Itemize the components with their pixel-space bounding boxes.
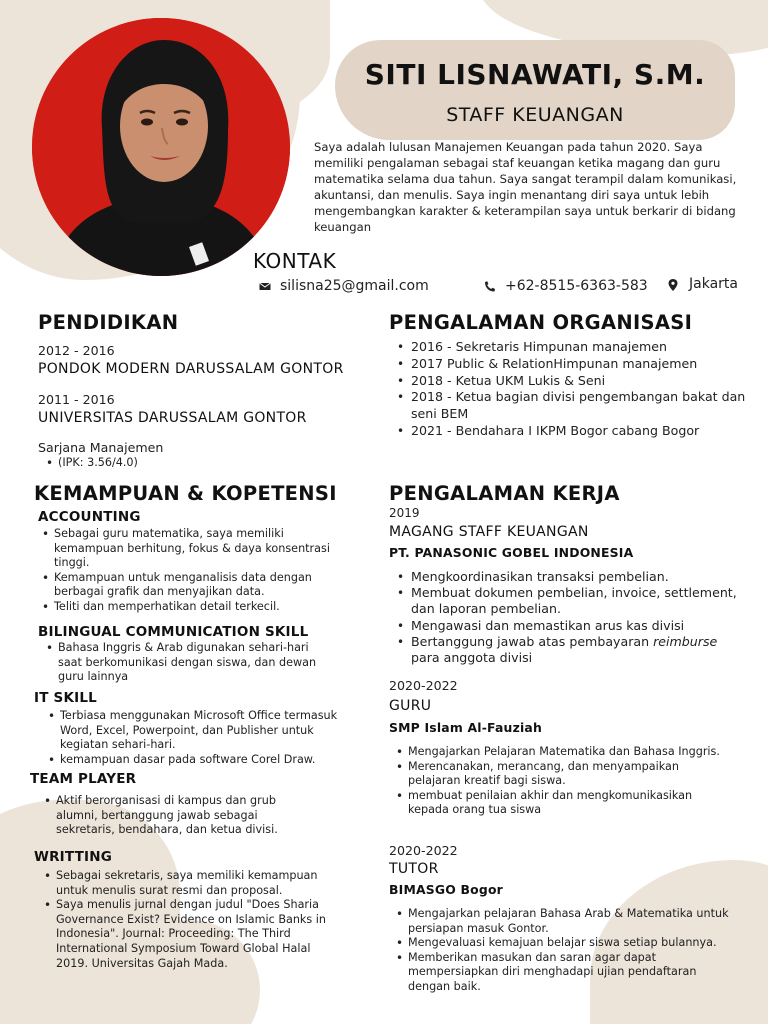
education-school-1: PONDOK MODERN DARUSSALAM GONTOR <box>38 361 344 377</box>
work-company-3: BIMASGO Bogor <box>389 882 503 897</box>
skill-group-list-writing <box>40 869 340 971</box>
education-gpa-list <box>42 456 138 471</box>
work-list-1 <box>389 569 749 666</box>
contact-location-text: Jakarta <box>689 276 738 292</box>
skill-group-title-bilingual: BILINGUAL COMMUNICATION SKILL <box>38 624 309 640</box>
list-item: • Sebagai guru matematika, saya memiliki kemampuan berhitung, fokus & daya konsentrasi tinggi. <box>38 527 348 571</box>
work-position-3: TUTOR <box>389 861 439 877</box>
work-list-3 <box>392 907 737 995</box>
list-item: • Kemampuan untuk menganalisis data dengan berbagai grafik dan menyajikan data. <box>38 571 348 600</box>
work-list-2 <box>392 745 732 818</box>
list-item: • 2017 Public & RelationHimpunan manajemen <box>389 356 749 373</box>
list-item-emphasis: reimburse <box>653 633 718 649</box>
list-item: • Mengawasi dan memastikan arus kas divisi <box>389 618 749 634</box>
list-item: • Terbiasa menggunakan Microsoft Office termasuk Word, Excel, Powerpoint, dan Publisher untuk kegiatan sehari-hari. <box>44 709 344 753</box>
skill-group-title-it: IT SKILL <box>34 690 97 706</box>
list-item: • Mengkoordinasikan transaksi pembelian. <box>389 569 749 585</box>
work-heading: PENGALAMAN KERJA <box>389 482 620 505</box>
list-item-text: para anggota divisi <box>411 650 533 666</box>
list-item: • 2016 - Sekretaris Himpunan manajemen <box>389 339 749 356</box>
list-item: • 2021 - Bendahara I IKPM Bogor cabang Bogor <box>389 423 749 440</box>
work-years-1: 2019 <box>389 506 420 520</box>
envelope-icon <box>258 280 272 292</box>
list-item: • Membuat dokumen pembelian, invoice, settlement, dan laporan pembelian. <box>389 585 749 617</box>
organization-list <box>389 339 749 440</box>
education-years-1: 2012 - 2016 <box>38 343 115 358</box>
education-years-2: 2011 - 2016 <box>38 392 115 407</box>
phone-icon <box>483 280 497 292</box>
education-heading: PENDIDIKAN <box>38 311 179 334</box>
list-item: • Mengajarkan pelajaran Bahasa Arab & Matematika untuk persiapan masuk Gontor. <box>392 907 737 936</box>
map-pin-icon <box>667 278 681 290</box>
education-gpa: • (IPK: 3.56/4.0) <box>42 456 138 471</box>
list-item: • Mengevaluasi kemajuan belajar siswa setiap bulannya. <box>392 936 737 951</box>
list-item: • Memberikan masukan dan saran agar dapat mempersiapkan diri menghadapi ujian pendaftaran dengan baik. <box>392 951 737 995</box>
work-years-3: 2020-2022 <box>389 843 458 858</box>
list-item: • Merencanakan, merancang, dan menyampaikan pelajaran kreatif bagi siswa. <box>392 760 732 789</box>
list-item: • Aktif berorganisasi di kampus dan grub alumni, bertanggung jawab sebagai sekretaris, bendahara, dan ketua divisi. <box>40 794 310 838</box>
profile-summary: Saya adalah lulusan Manajemen Keuangan pada tahun 2020. Saya memiliki pengalaman sebagai staf keuangan ketika magang dan guru matematika selama dua tahun. Saya sangat terampil dalam komunikasi, akuntansi, dan menulis. Saya ingin menantang diri saya untuk lebih mengembangkan karakter & keterampilan saya untuk berkarir di bidang keuangan <box>314 140 737 234</box>
skill-group-list-it <box>44 709 344 767</box>
list-item: • Saya menulis jurnal dengan judul "Does Sharia Governance Exist? Evidence on Islamic Banks in Indonesia". Journal: Proceeding: The Third International Symposium Toward Global Halal 2019. Universitas Gajah Mada. <box>40 898 340 971</box>
skill-group-list-team <box>40 794 310 838</box>
skill-group-list-accounting <box>38 527 348 615</box>
skills-heading: KEMAMPUAN & KOPETENSI <box>34 482 337 505</box>
list-item <box>389 634 749 666</box>
contact-email[interactable] <box>258 278 429 294</box>
skill-group-title-accounting: ACCOUNTING <box>38 509 141 525</box>
skill-group-title-writing: WRITTING <box>34 849 113 865</box>
contact-email-text: silisna25@gmail.com <box>280 278 429 294</box>
list-item: • kemampuan dasar pada software Corel Draw. <box>44 753 344 768</box>
list-item: • 2018 - Ketua UKM Lukis & Seni <box>389 373 749 390</box>
skill-group-list-bilingual <box>42 641 332 685</box>
contact-phone-text: +62-8515-6363-583 <box>505 278 648 294</box>
work-position-2: GURU <box>389 698 432 714</box>
contact-heading: KONTAK <box>253 249 337 273</box>
candidate-name: SITI LISNAWATI, S.M. <box>364 58 706 91</box>
list-item-text: Bertanggung jawab atas pembayaran <box>411 633 654 649</box>
list-item: • Bahasa Inggris & Arab digunakan sehari-hari saat berkomunikasi dengan siswa, dan dewan guru lainnya <box>42 641 332 685</box>
list-item: • 2018 - Ketua bagian divisi pengembangan bakat dan seni BEM <box>389 389 749 423</box>
list-item: • Teliti dan memperhatikan detail terkecil. <box>38 600 348 615</box>
list-item: • Sebagai sekretaris, saya memiliki kemampuan untuk menulis surat resmi dan proposal. <box>40 869 340 898</box>
work-years-2: 2020-2022 <box>389 678 458 693</box>
contact-location <box>667 276 738 292</box>
contact-phone[interactable] <box>483 278 648 294</box>
work-company-2: SMP Islam Al-Fauziah <box>389 720 543 735</box>
work-position-1: MAGANG STAFF KEUANGAN <box>389 524 589 540</box>
organization-heading: PENGALAMAN ORGANISASI <box>389 311 693 334</box>
work-company-1: PT. PANASONIC GOBEL INDONESIA <box>389 545 634 560</box>
profile-photo <box>32 18 290 276</box>
profile-portrait-illustration <box>32 18 290 276</box>
job-title: STAFF KEUANGAN <box>446 104 624 126</box>
skill-group-title-team: TEAM PLAYER <box>30 771 137 787</box>
list-item: • membuat penilaian akhir dan mengkomunikasikan kepada orang tua siswa <box>392 789 732 818</box>
list-item: • Mengajarkan Pelajaran Matematika dan Bahasa Inggris. <box>392 745 732 760</box>
education-degree: Sarjana Manajemen <box>38 440 164 455</box>
education-school-2: UNIVERSITAS DARUSSALAM GONTOR <box>38 410 307 426</box>
